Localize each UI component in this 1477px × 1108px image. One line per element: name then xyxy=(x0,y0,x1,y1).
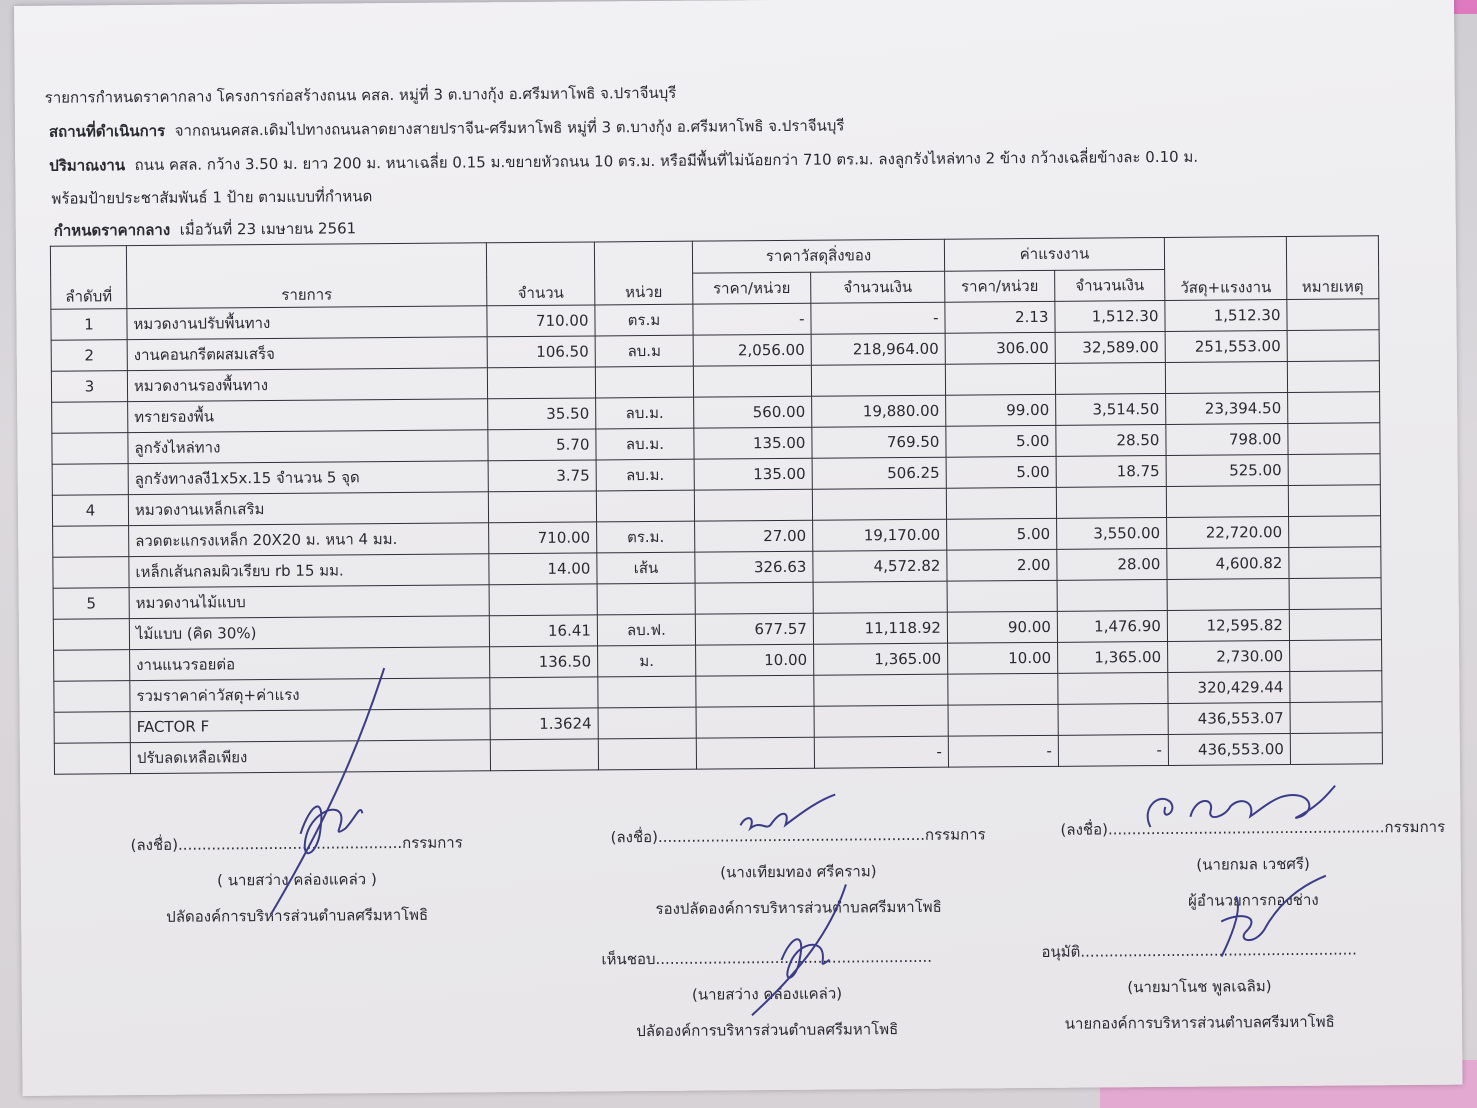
cell-labor-price: 90.00 xyxy=(947,611,1057,643)
cell-no xyxy=(52,464,128,496)
quantity-line xyxy=(49,145,1198,178)
cell-total: 12,595.82 xyxy=(1167,610,1289,642)
cell-unit xyxy=(598,738,696,770)
date-text: เมื่อวันที่ 23 เมษายน 2561 xyxy=(179,219,357,239)
cell-remark xyxy=(1287,330,1379,362)
cell-labor-price: 306.00 xyxy=(945,332,1055,364)
cell-item: ลูกรังไหล่ทาง xyxy=(128,430,488,464)
cell-item: งานคอนกรีตผสมเสร็จ xyxy=(127,337,487,371)
signatory-name: (นายมาโนช พูลเฉลิม) xyxy=(1127,977,1272,997)
cell-material-price xyxy=(696,675,814,707)
cell-material-amount: - xyxy=(814,736,948,768)
cell-unit: ลบ.ม. xyxy=(596,428,694,460)
header-material: ราคาวัสดุสิ่งของ xyxy=(692,239,944,272)
cell-qty: 3.75 xyxy=(488,460,596,492)
cell-labor-price xyxy=(948,704,1058,736)
cell-qty: 136.50 xyxy=(490,646,598,678)
cell-material-amount: 19,170.00 xyxy=(813,519,947,551)
cell-material-price: - xyxy=(693,303,811,335)
header-item: รายการ xyxy=(126,243,486,309)
cell-unit: ตร.ม. xyxy=(597,521,695,553)
cell-material-amount xyxy=(812,488,946,520)
location-line xyxy=(49,113,845,143)
cell-item: FACTOR F xyxy=(130,709,490,743)
cell-labor-amount: 3,550.00 xyxy=(1057,517,1167,549)
cell-unit xyxy=(598,707,696,739)
cell-material-price: 677.57 xyxy=(695,613,813,645)
cell-remark xyxy=(1289,547,1381,579)
cell-no xyxy=(54,681,130,713)
cell-material-price xyxy=(694,489,812,521)
signatory-name: (นางเทียมทอง ศรีคราม) xyxy=(720,862,877,882)
cell-qty: 106.50 xyxy=(487,336,595,368)
cell-remark xyxy=(1288,454,1380,486)
cell-material-price: 27.00 xyxy=(695,520,813,552)
cell-material-price xyxy=(693,365,811,397)
signatory-name: (นายกมล เวชศรี) xyxy=(1196,854,1310,874)
signatory-title: นายกองค์การบริหารส่วนตำบลศรีมหาโพธิ xyxy=(1064,1012,1335,1033)
cell-labor-price: 5.00 xyxy=(946,456,1056,488)
cell-item: งานแนวรอยต่อ xyxy=(130,647,490,681)
signatory-title: ปลัดองค์การบริหารส่วนตำบลศรีมหาโพธิ xyxy=(636,1020,899,1041)
cell-unit xyxy=(598,676,696,708)
cell-total: 320,429.44 xyxy=(1168,672,1290,704)
cell-material-amount: - xyxy=(811,302,945,334)
cell-no xyxy=(52,433,128,465)
signature-block-approve xyxy=(601,945,932,1044)
cell-total: 23,394.50 xyxy=(1166,393,1288,425)
cell-material-amount xyxy=(814,705,948,737)
cell-remark xyxy=(1289,609,1381,641)
quantity-text: ถนน คสล. กว้าง 3.50 ม. ยาว 200 ม. หนาเฉลี่ย 0.15 ม.ขยายหัวถนน 10 ตร.ม. หรือมีพื้นที่ไม่น้อยกว่า 710 ตร.ม. ลงลูกรังไหล่ทาง 2 ข้าง กว้างเฉลี่ยข้างละ 0.10 ม. xyxy=(134,147,1199,175)
signature-line: อนุมัติ.......................................................... xyxy=(1041,940,1357,961)
date-line xyxy=(54,216,357,242)
header-no: ลำดับที่ xyxy=(50,246,126,310)
signature-block-3 xyxy=(1060,815,1445,914)
cell-labor-amount xyxy=(1058,672,1168,704)
cell-total: 2,730.00 xyxy=(1168,641,1290,673)
cell-material-amount: 506.25 xyxy=(812,457,946,489)
cell-qty: 5.70 xyxy=(488,429,596,461)
cell-labor-amount xyxy=(1055,362,1165,394)
cell-material-amount xyxy=(813,581,947,613)
signatory-title: ผู้อำนวยการกองช่าง xyxy=(1187,890,1319,910)
cell-labor-amount: 1,365.00 xyxy=(1058,641,1168,673)
sign-line: พร้อมป้ายประชาสัมพันธ์ 1 ป้าย ตามแบบที่กำหนด xyxy=(51,187,373,208)
cell-qty: 16.41 xyxy=(489,615,597,647)
cell-item: หมวดงานปรับพื้นทาง xyxy=(127,306,487,340)
cell-material-amount: 19,880.00 xyxy=(812,395,946,427)
cell-total: 251,553.00 xyxy=(1165,331,1287,363)
cell-qty: 35.50 xyxy=(488,398,596,430)
cell-unit: ลบ.ม. xyxy=(596,397,694,429)
cell-labor-price xyxy=(946,487,1056,519)
cell-labor-price: 99.00 xyxy=(946,394,1056,426)
cell-no xyxy=(54,743,130,775)
cell-material-amount xyxy=(814,674,948,706)
cell-unit: ลบ.ม. xyxy=(596,459,694,491)
cell-unit: ลบ.ม xyxy=(595,335,693,367)
cell-labor-amount: 28.00 xyxy=(1057,548,1167,580)
cell-no: 4 xyxy=(52,495,128,527)
cell-unit xyxy=(597,583,695,615)
cell-material-price: 2,056.00 xyxy=(693,334,811,366)
cell-qty: 14.00 xyxy=(489,553,597,585)
cell-remark xyxy=(1288,485,1380,517)
cell-qty xyxy=(489,584,597,616)
cell-remark xyxy=(1288,392,1380,424)
header-material-unit-price: ราคา/หน่วย xyxy=(693,272,811,304)
cell-material-amount: 1,365.00 xyxy=(814,643,948,675)
cell-labor-amount: 1,476.90 xyxy=(1057,610,1167,642)
cell-labor-amount: 1,512.30 xyxy=(1055,300,1165,332)
cell-item: ปรับลดเหลือเพียง xyxy=(130,740,490,774)
cell-labor-amount xyxy=(1057,579,1167,611)
cell-labor-amount: - xyxy=(1058,734,1168,766)
document-page xyxy=(14,0,1463,1096)
cell-qty xyxy=(490,739,598,771)
cell-item: หมวดงานรองพื้นทาง xyxy=(127,368,487,402)
cell-material-price xyxy=(696,737,814,769)
table-body xyxy=(51,299,1383,774)
cell-material-price: 135.00 xyxy=(694,427,812,459)
cell-item: หมวดงานเหล็กเสริม xyxy=(128,492,488,526)
cell-labor-price: 5.00 xyxy=(946,425,1056,457)
cell-unit: เส้น xyxy=(597,552,695,584)
cell-no: 1 xyxy=(51,309,127,341)
cell-labor-amount: 18.75 xyxy=(1056,455,1166,487)
location-text: จากถนนคสล.เดิมไปทางถนนลาดยางสายปราจีน-ศรีมหาโพธิ หมู่ที่ 3 ต.บางกุ้ง อ.ศรีมหาโพธิ จ.ปราจีนบุรี xyxy=(174,116,845,140)
signatory-title: ปลัดองค์การบริหารส่วนตำบลศรีมหาโพธิ xyxy=(166,905,429,926)
quantity-label: ปริมาณงาน xyxy=(49,156,126,175)
signature-block-2 xyxy=(610,822,986,921)
cell-no xyxy=(54,712,130,744)
cell-labor-price: 2.00 xyxy=(947,549,1057,581)
cell-unit: ตร.ม xyxy=(595,304,693,336)
cell-no xyxy=(53,557,129,589)
cell-labor-price: 2.13 xyxy=(945,301,1055,333)
cell-item: ลวดตะแกรงเหล็ก 20X20 ม. หนา 4 มม. xyxy=(129,523,489,557)
cell-material-amount: 4,572.82 xyxy=(813,550,947,582)
cell-qty: 710.00 xyxy=(489,522,597,554)
signature-line: (ลงชื่อ)........................................................กรรมการ xyxy=(610,825,986,847)
cell-labor-amount: 32,589.00 xyxy=(1055,331,1165,363)
cell-material-price xyxy=(696,706,814,738)
cell-no: 5 xyxy=(53,588,129,620)
signatory-title: รองปลัดองค์การบริหารส่วนตำบลศรีมหาโพธิ xyxy=(655,897,942,918)
cell-labor-amount xyxy=(1058,703,1168,735)
cell-no: 3 xyxy=(51,371,127,403)
cell-labor-amount: 28.50 xyxy=(1056,424,1166,456)
header-labor-unit-price: ราคา/หน่วย xyxy=(945,270,1055,302)
cell-material-amount: 769.50 xyxy=(812,426,946,458)
cell-remark xyxy=(1290,702,1382,734)
cell-remark xyxy=(1290,640,1382,672)
cell-remark xyxy=(1289,578,1381,610)
header-labor-amount: จำนวนเงิน xyxy=(1055,269,1165,301)
cell-total: 525.00 xyxy=(1166,455,1288,487)
header-remark: หมายเหตุ xyxy=(1286,236,1378,300)
cell-no xyxy=(53,526,129,558)
cell-unit xyxy=(595,366,693,398)
cell-total: 798.00 xyxy=(1166,424,1288,456)
cell-remark xyxy=(1288,423,1380,455)
cell-qty: 710.00 xyxy=(487,305,595,337)
cell-unit: ม. xyxy=(598,645,696,677)
header-total: วัสดุ+แรงงาน xyxy=(1164,237,1286,301)
cell-labor-amount xyxy=(1056,486,1166,518)
cell-material-price: 326.63 xyxy=(695,551,813,583)
signature-block-authorize xyxy=(1041,937,1357,1035)
cell-item: รวมราคาค่าวัสดุ+ค่าแรง xyxy=(130,678,490,712)
signature-block-1 xyxy=(130,831,463,930)
cell-material-amount: 218,964.00 xyxy=(811,333,945,365)
cell-total xyxy=(1167,579,1289,611)
date-label: กำหนดราคากลาง xyxy=(53,220,171,240)
cell-labor-price: 10.00 xyxy=(948,642,1058,674)
cell-labor-price xyxy=(945,363,1055,395)
cell-total: 436,553.00 xyxy=(1168,733,1290,765)
header-labor: ค่าแรงงาน xyxy=(944,237,1164,270)
cell-item: หมวดงานไม้แบบ xyxy=(129,585,489,619)
cell-unit xyxy=(596,490,694,522)
cell-qty xyxy=(488,491,596,523)
cell-material-price: 10.00 xyxy=(696,644,814,676)
signature-line: (ลงชื่อ)..........................................................กรรมการ xyxy=(1060,817,1446,839)
cell-item: ไม้แบบ (คิด 30%) xyxy=(129,616,489,650)
cell-remark xyxy=(1290,733,1382,765)
signature-line: (ลงชื่อ)...............................................กรรมการ xyxy=(130,833,463,855)
cell-material-price: 560.00 xyxy=(694,396,812,428)
cell-material-price: 135.00 xyxy=(694,458,812,490)
cell-material-amount: 11,118.92 xyxy=(813,612,947,644)
cell-no xyxy=(54,650,130,682)
doc-title: รายการกำหนดราคากลาง โครงการก่อสร้างถนน คสล. หมู่ที่ 3 ต.บางกุ้ง อ.ศรีมหาโพธิ จ.ปราจีนบุรี xyxy=(44,83,677,107)
cell-qty: 1.3624 xyxy=(490,708,598,740)
cell-item: ลูกรังทางลงี1x5x.15 จำนวน 5 จุด xyxy=(128,461,488,495)
cell-remark xyxy=(1290,671,1382,703)
cell-qty xyxy=(487,367,595,399)
cell-remark xyxy=(1289,516,1381,548)
cell-total xyxy=(1165,362,1287,394)
location-label: สถานที่ดำเนินการ xyxy=(48,121,166,141)
cell-no xyxy=(52,402,128,434)
cell-labor-price: 5.00 xyxy=(947,518,1057,550)
cell-total: 436,553.07 xyxy=(1168,702,1290,734)
cell-labor-price xyxy=(947,580,1057,612)
cell-item: เหล็กเส้นกลมผิวเรียบ rb 15 มม. xyxy=(129,554,489,588)
cell-total: 4,600.82 xyxy=(1167,548,1289,580)
signature-line: เห็นชอบ.......................................................... xyxy=(601,947,933,969)
header-qty: จำนวน xyxy=(486,242,594,306)
cell-total: 22,720.00 xyxy=(1167,517,1289,549)
signatory-name: (นายสว่าง คล่องแคล่ว) xyxy=(691,984,843,1004)
cell-remark xyxy=(1287,299,1379,331)
cell-labor-price xyxy=(948,673,1058,705)
cell-qty xyxy=(490,677,598,709)
cell-no xyxy=(53,619,129,651)
cell-labor-amount: 3,514.50 xyxy=(1056,393,1166,425)
cell-total xyxy=(1166,486,1288,518)
cell-no: 2 xyxy=(51,340,127,372)
header-unit: หน่วย xyxy=(594,241,692,305)
price-table xyxy=(50,235,1383,774)
header-material-amount: จำนวนเงิน xyxy=(811,271,945,304)
cell-labor-price: - xyxy=(948,735,1058,767)
cell-item: ทรายรองพื้น xyxy=(128,399,488,433)
signatory-name: ( นายสว่าง คล่องแคล่ว ) xyxy=(217,870,377,890)
cell-unit: ลบ.ฟ. xyxy=(597,614,695,646)
cell-total: 1,512.30 xyxy=(1165,300,1287,332)
cell-remark xyxy=(1287,361,1379,393)
cell-material-amount xyxy=(811,364,945,396)
cell-material-price xyxy=(695,582,813,614)
